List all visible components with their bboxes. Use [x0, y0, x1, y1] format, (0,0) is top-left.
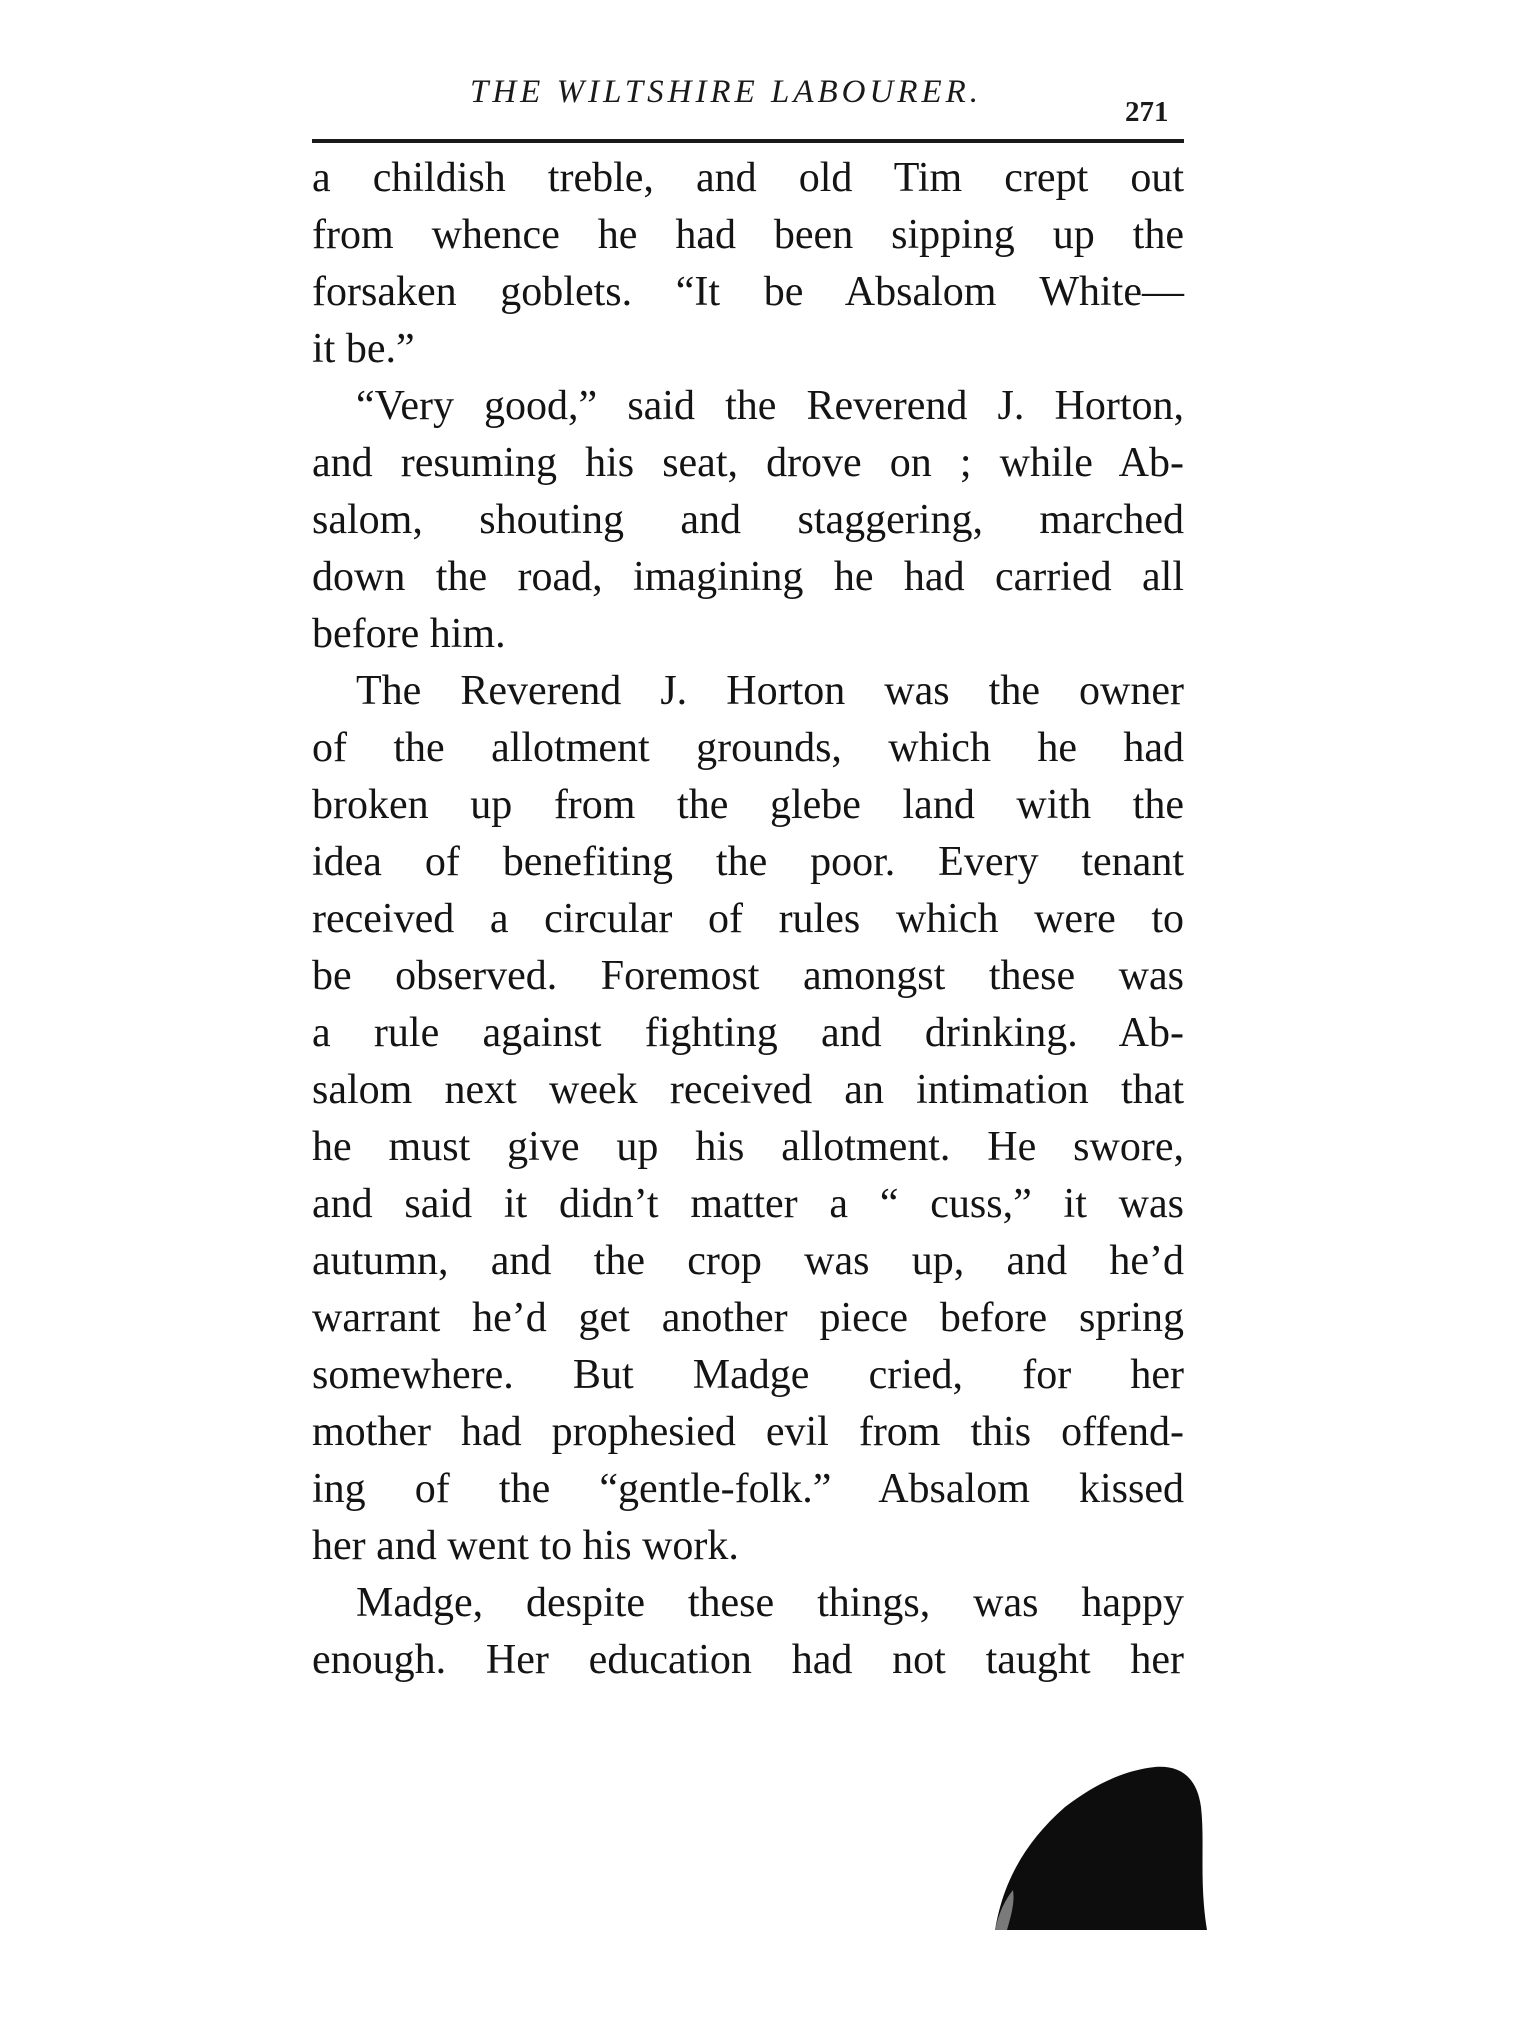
text-line: somewhere. But Madge cried, for her: [312, 1352, 1184, 1398]
text-line: be observed. Foremost amongst these was: [312, 953, 1184, 999]
text-line: down the road, imagining he had carried all: [312, 554, 1184, 600]
text-line: “Very good,” said the Reverend J. Horton,: [356, 383, 1184, 429]
body-text: [312, 150, 1184, 1689]
text-line: broken up from the glebe land with the: [312, 782, 1184, 828]
text-line: from whence he had been sipping up the: [312, 212, 1184, 258]
header-rule: [312, 139, 1184, 143]
text-line: and said it didn’t matter a “ cuss,” it was: [312, 1181, 1184, 1227]
text-line: ing of the “gentle-folk.” Absalom kissed: [312, 1466, 1184, 1512]
running-title: THE WILTSHIRE LABOURER.: [470, 74, 983, 110]
text-line: mother had prophesied evil from this offend-: [312, 1409, 1184, 1455]
text-line: received a circular of rules which were to: [312, 896, 1184, 942]
text-line: Madge, despite these things, was happy: [356, 1580, 1184, 1626]
text-line: a childish treble, and old Tim crept out: [312, 155, 1184, 201]
text-line: a rule against fighting and drinking. Ab-: [312, 1010, 1184, 1056]
text-line: salom next week received an intimation that: [312, 1067, 1184, 1113]
text-line: he must give up his allotment. He swore,: [312, 1124, 1184, 1170]
text-line: it be.”: [312, 326, 415, 372]
text-line: warrant he’d get another piece before spring: [312, 1295, 1184, 1341]
text-line: of the allotment grounds, which he had: [312, 725, 1184, 771]
text-line: idea of benefiting the poor. Every tenant: [312, 839, 1184, 885]
text-line: enough. Her education had not taught her: [312, 1637, 1184, 1683]
ink-blot: [985, 1762, 1210, 1932]
text-line: forsaken goblets. “It be Absalom White—: [312, 269, 1184, 315]
text-line: and resuming his seat, drove on ; while Ab-: [312, 440, 1184, 486]
text-line: autumn, and the crop was up, and he’d: [312, 1238, 1184, 1284]
text-line: The Reverend J. Horton was the owner: [356, 668, 1184, 714]
text-line: salom, shouting and staggering, marched: [312, 497, 1184, 543]
text-line: before him.: [312, 611, 506, 657]
text-line: her and went to his work.: [312, 1523, 739, 1569]
page-number: 271: [1125, 96, 1169, 128]
